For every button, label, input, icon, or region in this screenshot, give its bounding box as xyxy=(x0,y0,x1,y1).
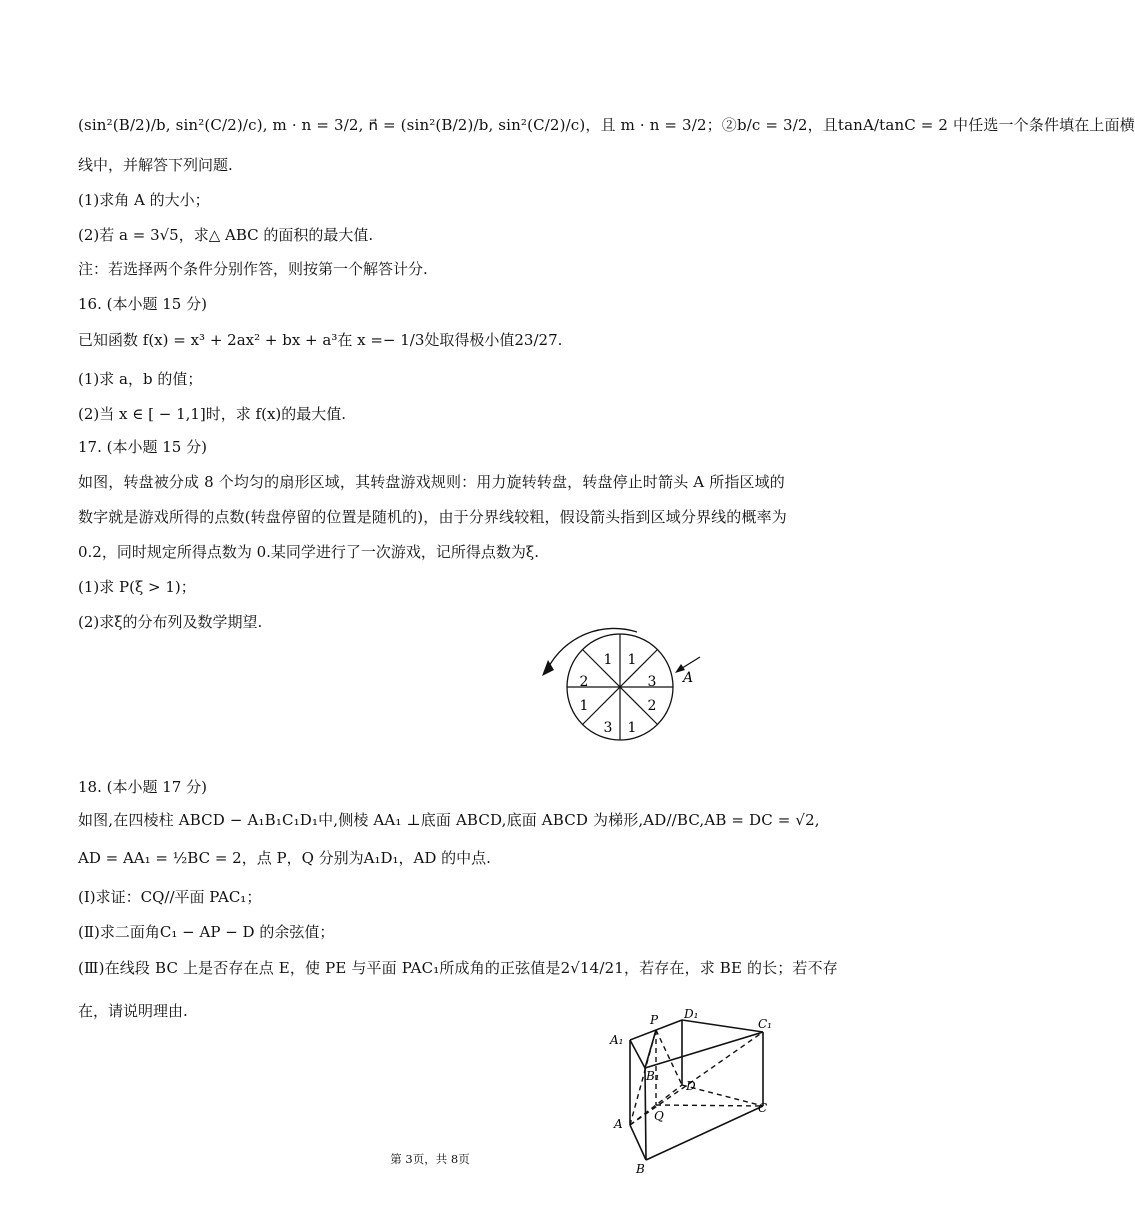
vertex-label-B: B xyxy=(636,1162,645,1176)
question-15-note: 注：若选择两个条件分别作答，则按第一个解答计分. xyxy=(78,260,428,278)
question-18-part-3: (Ⅲ)在线段 BC 上是否存在点 E，使 PE 与平面 PAC₁所成角的正弦值是2√14/21，若存在，求 BE 的长；若不存 xyxy=(78,959,838,977)
sector-number: 1 xyxy=(627,720,637,736)
vertex-label-C: C xyxy=(758,1101,768,1115)
question-16-part-2: (2)当 x ∈ [ − 1,1]时，求 f(x)的最大值. xyxy=(78,405,347,423)
pointer-label: A xyxy=(683,670,694,686)
spinner-figure xyxy=(535,620,715,750)
question-15-part-2: (2)若 a = 3√5，求△ ABC 的面积的最大值. xyxy=(78,226,374,244)
vertex-label-A1: A₁ xyxy=(610,1033,624,1047)
vertex-label-D: D xyxy=(686,1079,696,1093)
question-17-stem-1: 如图，转盘被分成 8 个均匀的扇形区域，其转盘游戏规则：用力旋转转盘，转盘停止时箭头 A 所指区域的 xyxy=(78,473,785,491)
page-footer: 第 3页，共 8页 xyxy=(390,1152,470,1166)
question-17-part-1: (1)求 P(ξ > 1)； xyxy=(78,578,196,596)
question-18-part-1: (Ⅰ)求证：CQ//平面 PAC₁； xyxy=(78,888,262,906)
question-16-heading: 16. (本小题 15 分) xyxy=(78,295,207,313)
edge-Q-C xyxy=(656,1105,763,1106)
vertex-label-C1: C₁ xyxy=(758,1017,772,1031)
question-18-part-3-cont: 在，请说明理由. xyxy=(78,1002,188,1020)
question-17-heading: 17. (本小题 15 分) xyxy=(78,438,207,456)
question-18-heading: 18. (本小题 17 分) xyxy=(78,778,207,796)
vertex-label-A: A xyxy=(614,1117,623,1131)
question-17-stem-3: 0.2，同时规定所得点数为 0.某同学进行了一次游戏，记所得点数为ξ. xyxy=(78,543,539,561)
rotation-arrowhead xyxy=(542,660,554,676)
vertex-label-P: P xyxy=(650,1013,659,1027)
question-16-part-1: (1)求 a，b 的值； xyxy=(78,370,203,388)
sector-number: 1 xyxy=(627,652,637,668)
question-18-stem-2: AD = AA₁ = ½BC = 2，点 P，Q 分别为A₁D₁，AD 的中点. xyxy=(78,849,491,867)
text-line-2: 线中，并解答下列问题. xyxy=(78,156,233,174)
question-17-part-2: (2)求ξ的分布列及数学期望. xyxy=(78,613,263,631)
sector-number: 2 xyxy=(647,698,657,714)
sector-number: 1 xyxy=(603,652,613,668)
text-line-1: (sin²(B/2)/b, sin²(C/2)/c), m · n = 3/2, n⃗ = (sin²(B/2)/b, sin²(C/2)/c)，且 m · n = 3/2；②b/c = 3/2，且tanA/tanC = 2 中任选一个条件填在上面横 xyxy=(78,116,1135,134)
question-16-stem: 已知函数 f(x) = x³ + 2ax² + bx + a³在 x =− 1/3处取得极小值23/27. xyxy=(78,331,563,349)
question-17-stem-2: 数字就是游戏所得的点数(转盘停留的位置是随机的)，由于分界线较粗，假设箭头指到区域分界线的概率为 xyxy=(78,508,787,526)
sector-number: 1 xyxy=(579,698,589,714)
question-18-part-2: (Ⅱ)求二面角C₁ − AP − D 的余弦值； xyxy=(78,923,335,941)
edge-A1-B1 xyxy=(630,1040,645,1068)
edge-B1-C1 xyxy=(645,1032,763,1068)
question-15-part-1: (1)求角 A 的大小； xyxy=(78,191,210,209)
question-18-stem-1: 如图,在四棱柱 ABCD − A₁B₁C₁D₁中,侧棱 AA₁ ⊥底面 ABCD,底面 ABCD 为梯形,AD//BC,AB = DC = √2, xyxy=(78,811,820,829)
sector-number: 2 xyxy=(579,674,589,690)
vertex-label-D1: D₁ xyxy=(684,1007,699,1021)
sector-number: 3 xyxy=(603,720,613,736)
vertex-label-B1: B₁ xyxy=(646,1069,660,1083)
sector-number: 3 xyxy=(647,674,657,690)
edge-D1-C1 xyxy=(682,1020,763,1032)
vertex-label-Q: Q xyxy=(654,1109,664,1123)
